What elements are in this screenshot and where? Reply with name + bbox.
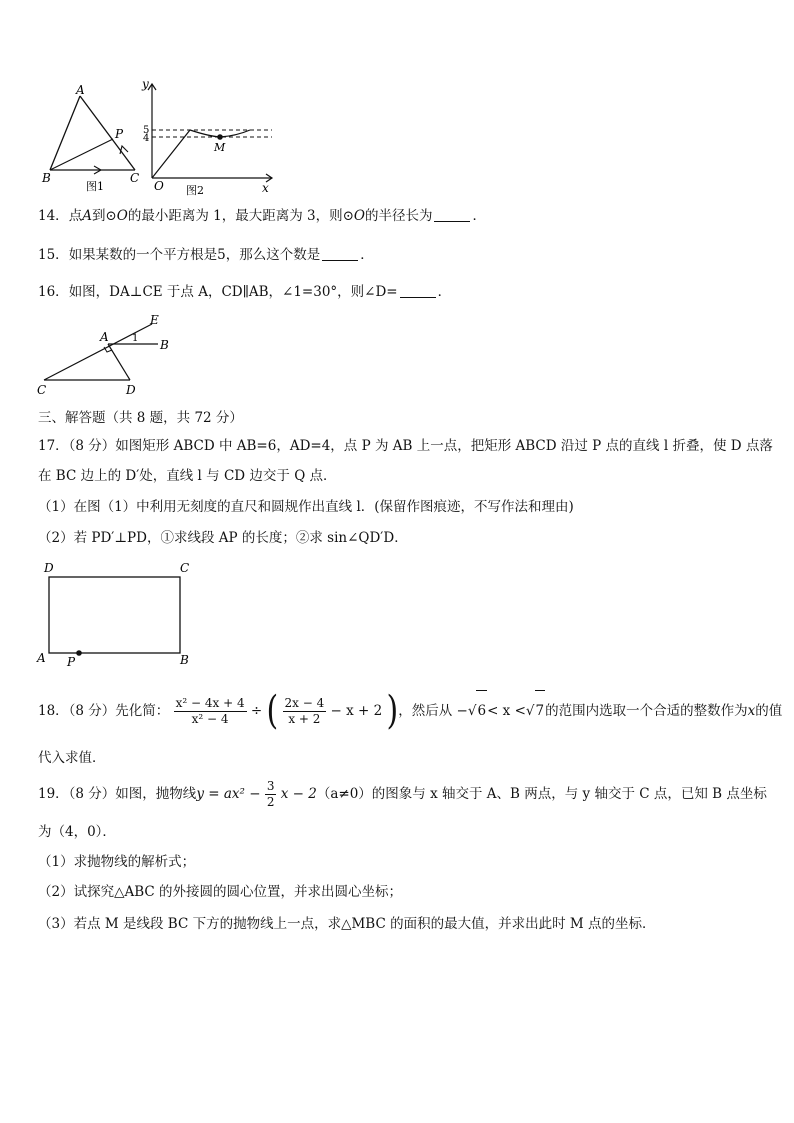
fig2-axis-x: x bbox=[262, 181, 269, 195]
question-14: 14．点A到⊙O的最小距离为 1，最大距离为 3，则⊙O的半径长为 ． bbox=[38, 208, 486, 224]
fig1-label-c: C bbox=[130, 171, 140, 185]
figure-1-triangle bbox=[38, 82, 148, 197]
question-19-part-1: （1）求抛物线的解析式； bbox=[38, 854, 196, 870]
fig2-axis-y: y bbox=[142, 78, 149, 91]
section-3-heading: 三、解答题（共 8 题，共 72 分） bbox=[38, 410, 243, 426]
fig2-tick-5: 5 bbox=[143, 125, 150, 136]
question-17-line-2: 在 BC 边上的 D′处，直线 l 与 CD 边交于 Q 点． bbox=[38, 468, 337, 484]
question-17-part-1: （1）在图（1）中利用无刻度的直尺和圆规作出直线 l．(保留作图痕迹，不写作法和理由) bbox=[38, 499, 574, 515]
fig17-label-p: P bbox=[67, 655, 76, 669]
question-19-part-2: （2）试探究△ABC 的外接圆的圆心位置，并求出圆心坐标； bbox=[38, 884, 403, 900]
fraction-1: $\frac{\text{x² − 4x + 4}}{\text{x² − 4}}$ bbox=[175, 696, 245, 726]
figure-q16 bbox=[34, 310, 184, 400]
question-19-line-1: 19．（8 分）如图，抛物线y = ax² − $\frac{3}{2}$ x − 2（a≠0）的图象与 x 轴交于 A、B 两点，与 y 轴交于 C 点，已知 B 点坐标 bbox=[38, 779, 767, 809]
fig16-label-e: E bbox=[150, 313, 159, 327]
question-18-line-1: 18．（8 分）先化简： $\frac{\text{x² − 4x + 4}}{\text{x² − 4}}$ ÷ ( $\frac{2x - 4}{x + 2}$ − x + 2 )，然后从 −√6< x <√7的范围内选取一个合适的整数作为x的值 bbox=[38, 688, 783, 734]
fig1-caption: 图1 bbox=[86, 180, 104, 193]
figure-2-graph bbox=[138, 78, 278, 198]
fraction-3-2: $\frac{3}{2}$ bbox=[266, 779, 275, 809]
fig16-label-d: D bbox=[126, 383, 136, 397]
fig17-label-a: A bbox=[37, 651, 46, 665]
fig1-label-p: P bbox=[115, 127, 124, 141]
fig16-angle-1: 1 bbox=[132, 333, 139, 344]
fig1-label-a: A bbox=[76, 83, 85, 97]
fraction-2: $\frac{2x - 4}{x + 2}$ bbox=[284, 696, 325, 726]
question-18-line-2: 代入求值． bbox=[38, 750, 106, 766]
fig2-origin: O bbox=[154, 179, 164, 193]
fig16-label-c: C bbox=[37, 383, 47, 397]
fig1-label-b: B bbox=[42, 171, 51, 185]
fig17-label-c: C bbox=[180, 561, 190, 575]
fig2-caption: 图2 bbox=[186, 184, 204, 197]
answer-blank-14 bbox=[434, 208, 470, 222]
fig16-label-a: A bbox=[100, 330, 109, 344]
question-15: 15．如果某数的一个平方根是5，那么这个数是 ． bbox=[38, 247, 374, 263]
figure-q17-rectangle bbox=[34, 560, 204, 670]
fig16-label-b: B bbox=[160, 338, 169, 352]
fig2-tick-4: 4 bbox=[143, 133, 150, 144]
answer-blank-16 bbox=[400, 284, 436, 298]
question-17-part-2: （2）若 PD′⊥PD，①求线段 AP 的长度；②求 sin∠QD′D． bbox=[38, 530, 408, 546]
fig17-label-b: B bbox=[180, 653, 189, 667]
question-16: 16．如图，DA⊥CE 于点 A，CD∥AB，∠1=30°，则∠D= ． bbox=[38, 284, 452, 300]
fig17-label-d: D bbox=[44, 561, 54, 575]
question-19-part-3: （3）若点 M 是线段 BC 下方的抛物线上一点，求△MBC 的面积的最大值，并求出此时 M 点的坐标． bbox=[38, 916, 656, 932]
answer-blank-15 bbox=[322, 247, 358, 261]
question-19-line-2: 为（4，0）． bbox=[38, 824, 116, 840]
question-17-line-1: 17．（8 分）如图矩形 ABCD 中 AB=6，AD=4，点 P 为 AB 上一点，把矩形 ABCD 沿过 P 点的直线 l 折叠，使 D 点落 bbox=[38, 438, 773, 454]
fig2-label-m: M bbox=[214, 141, 226, 154]
